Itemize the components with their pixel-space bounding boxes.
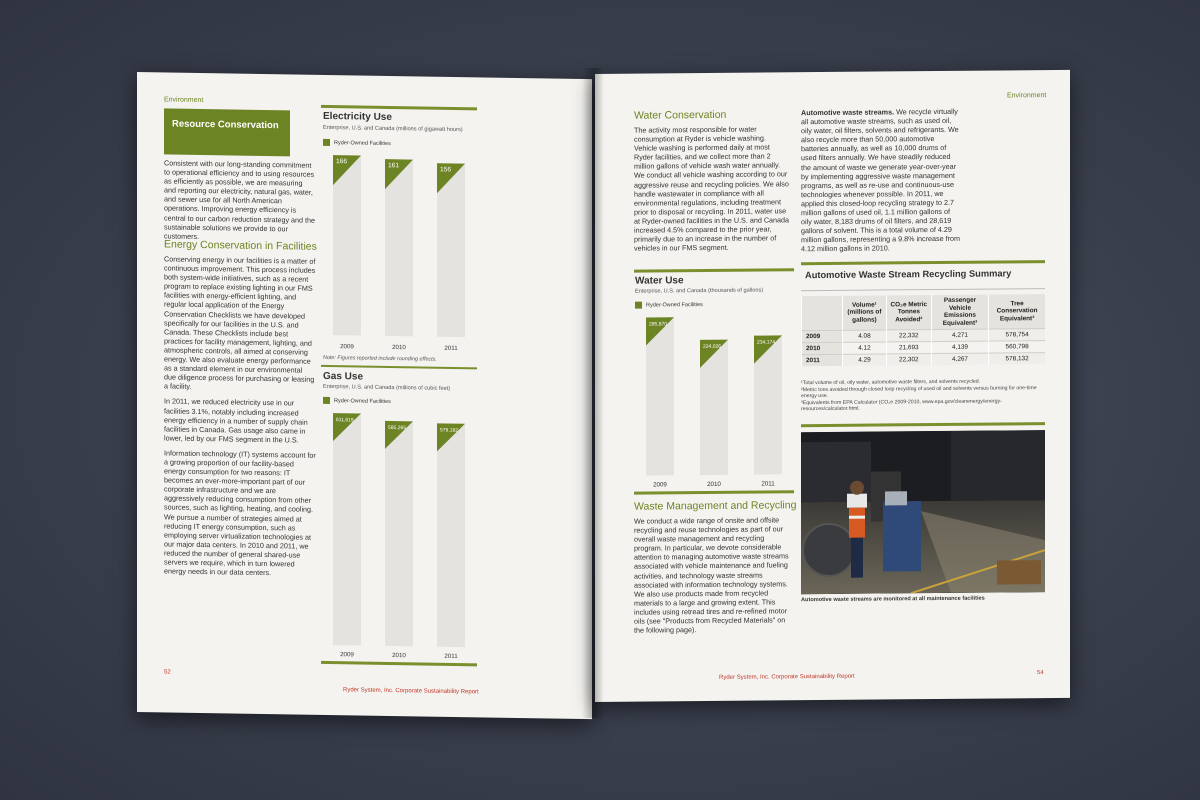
table-cell: 22,332 (886, 330, 931, 342)
gas-legend (323, 397, 391, 405)
chart-value-label: 166 (336, 158, 348, 166)
gas-chart (321, 409, 477, 661)
recycling-summary-table (801, 294, 1045, 366)
chart-bar (437, 163, 465, 337)
table-cell-year: 2010 (802, 342, 843, 354)
chart-value-label: 156 (440, 166, 452, 174)
chart-category-label: 2009 (340, 343, 354, 351)
table-header: CO₂e Metric Tonnes Avoided² (886, 295, 931, 330)
intro-text (164, 158, 316, 248)
chart-bar (385, 421, 413, 646)
waste-management-paragraph: We conduct a wide range of onsite and offsite recycling and reuse technologies as part of our overall waste management and recycling program. In particular, we devote considerable attention to managing automotive waste streams associated with vehicle maintenance and fueling activities, and technology waste streams associated with information technology systems. We also use products made from recycled materials to a large and growing extent. This includes using retread tires and re-refined motor oils (see "Products from Recycled Materials" on the following page). (634, 515, 789, 635)
chart-value-label: 579,192 (440, 427, 459, 434)
table-title: Automotive Waste Stream Recycling Summary (805, 268, 1012, 281)
chart-rule (634, 490, 794, 494)
chart-category-label: 2011 (444, 652, 458, 661)
table-cell: 4.12 (843, 342, 887, 354)
chart-rule (321, 661, 477, 666)
water-chart-title: Water Use (635, 275, 684, 287)
chart-value-label: 285,870 (649, 321, 668, 328)
water-chart (633, 312, 795, 489)
legend-label: Ryder-Owned Facilities (334, 397, 391, 405)
energy-body (164, 254, 316, 584)
chart-rule (321, 365, 477, 369)
chart-category-label: 2009 (340, 651, 354, 659)
gas-chart-subtitle: Enterprise, U.S. and Canada (millions of cubic feet) (323, 383, 451, 392)
legend-swatch (323, 397, 330, 404)
waste-management-heading: Waste Management and Recycling (634, 499, 797, 513)
chart-category-label: 2011 (761, 480, 775, 488)
table-header (802, 296, 843, 331)
chart-category-label: 2010 (392, 652, 406, 660)
chart-rule (634, 268, 794, 272)
footnote: ²Metric tons avoided through closed loop recycling of used oil and solvents versus burning for one-time energy use. (801, 384, 1037, 400)
photo-rule (801, 422, 1045, 427)
table-cell: 4,267 (931, 353, 988, 365)
table-cell-year: 2011 (802, 354, 843, 366)
chart-bar (333, 155, 361, 335)
energy-paragraph-2: In 2011, we reduced electricity use in our facilities 3.1%, notably including increased energy efficiency in a number of supply chain facilities in Canada. Gas usage also came in lower, led by our FMS segment in the U.S. (164, 396, 308, 445)
footnote: ³Equivalents from EPA Calculator (CO₂e 2009-2010, www.epa.gov/cleanenergy/energy-resources/calculator.html. (801, 398, 1002, 413)
left-page (137, 72, 592, 719)
electricity-chart (321, 151, 477, 353)
legend-swatch (323, 139, 330, 146)
water-legend (635, 301, 703, 309)
chart-bar (437, 423, 465, 647)
chart-category-label: 2010 (392, 344, 406, 352)
right-footer: Ryder System, Inc. Corporate Sustainability Report (719, 673, 855, 681)
waste-body: We recycle virtually all automotive waste streams, such as used oil, oily water, oil filters, solvents and refrigerants. We also recycle more than 50,000 automotive batteries annually, as well as 10,000 drums of used filters annually. We have steadily reduced the amount of waste we generate year-over-year by implementing aggressive waste management programs, as well as re-use and continuous-use technologies whenever possible. In 2011, we applied this closed-loop recycling strategy to 2.7 million gallons of used oil, 1.1 million gallons of oily water, 8,183 drums of oil filters, and 28,619 gallons of solvent. This is a total volume of 4.29 million gallons, representing a 9.8% increase from 4.12 million gallons in 2010. (801, 106, 961, 254)
table-row (802, 353, 1046, 367)
waste-streams-text (801, 107, 961, 260)
electricity-chart-title: Electricity Use (323, 110, 392, 124)
water-text (634, 124, 790, 259)
photo-caption: Automotive waste streams are monitored at all maintenance facilities (801, 595, 985, 604)
chart-category-label: 2010 (707, 480, 721, 489)
table-cell: 578,132 (989, 353, 1045, 365)
maintenance-facility-photo (801, 430, 1045, 594)
energy-paragraph-1: Conserving energy in our facilities is a matter of continuous improvement. This process includes both system-wide initiatives, such as a recent program to replace existing lighting in our FMS facilities with energy-efficient lighting, and regular local application of the Energy Conservation Checklists we have developed specifically for our facilities in the U.S. and Canada. These Checklists include best practices for facility management, lighting, and atmospheric controls, all aimed at conserving energy. We also evaluate energy performance as a standard element in our environmental due diligence process for purchasing or leasing a facility. (164, 254, 316, 392)
chart-value-label: 224,026 (703, 343, 722, 350)
table-cell: 4.29 (843, 354, 887, 366)
chart-value-label: 585,265 (388, 424, 407, 432)
table-cell: 22,302 (886, 354, 931, 366)
footnote: ¹Total volume of oil, oily water, automotive waste filters, and solvents recycled. (801, 378, 981, 387)
table-footnotes (801, 378, 1047, 413)
electricity-note: Note: Figures reported include rounding effects. (323, 354, 437, 363)
table-header: Tree Conservation Equivalent³ (989, 294, 1045, 329)
chart-bar (385, 159, 413, 336)
right-page (595, 70, 1070, 702)
section-label: Environment (164, 96, 204, 105)
book-gutter-shadow (582, 68, 604, 718)
page-number-right: 54 (1037, 670, 1044, 677)
electricity-chart-subtitle: Enterprise, U.S. and Canada (millions of gigawatt hours) (323, 124, 463, 134)
intro-paragraph: Consistent with our long-standing commitment to operational efficiency and to using resources as efficiently as possible, we are measuring and reporting our electricity, natural gas, water, and sewer use for all North American operations. Improving energy efficiency is central to our carbon reduction strategy and the sustainable solutions we provide to our customers. (164, 158, 316, 241)
legend-label: Ryder-Owned Facilities (334, 139, 391, 147)
waste-paragraph (801, 107, 961, 254)
resource-conservation-banner: Resource Conservation (164, 108, 290, 156)
legend-label: Ryder-Owned Facilities (646, 301, 703, 309)
gas-chart-title: Gas Use (323, 370, 364, 383)
water-chart-subtitle: Enterprise, U.S. and Canada (thousands of gallons) (635, 287, 764, 295)
table-cell: 4.08 (843, 330, 887, 342)
worker-photo-illustration (801, 430, 1045, 594)
table-divider (801, 288, 1045, 291)
table-header: Passenger Vehicle Emissions Equivalent³ (931, 295, 988, 330)
water-heading: Water Conservation (634, 108, 727, 122)
table-cell: 4,271 (931, 329, 988, 342)
waste-management-text (634, 515, 792, 641)
table-header-row (802, 294, 1046, 331)
table-cell: 21,693 (886, 342, 931, 354)
table-cell: 560,798 (989, 341, 1045, 353)
chart-rule (321, 105, 477, 110)
chart-bar (333, 413, 361, 645)
energy-heading: Energy Conservation in Facilities (164, 238, 317, 253)
table-cell: 578,754 (989, 329, 1045, 341)
chart-category-label: 2009 (653, 481, 667, 489)
table-rule (801, 260, 1045, 265)
legend-swatch (635, 302, 642, 309)
page-number-left: 52 (164, 669, 171, 676)
water-paragraph: The activity most responsible for water consumption at Ryder is vehicle washing. Vehicle washing is performed daily at most Ryder facilities, and we collect more than 2 million gallons of vehicle wash water annually. We conduct all vehicle washing according to our aggressive reuse and recycling policies. We also handle wastewater in compliance with all environmental regulations, including treatment prior to disposal or recycling. In 2011, water use at Ryder-owned facilities in the U.S. and Canada increased 4.5% compared to the prior year, primarily due to an increase in the number of vehicles in our FMS segment. (634, 124, 790, 253)
left-footer: Ryder System, Inc. Corporate Sustainability Report (343, 687, 479, 696)
chart-value-label: 234,174 (757, 339, 776, 346)
chart-category-label: 2011 (444, 344, 458, 353)
chart-value-label: 161 (388, 162, 400, 170)
energy-paragraph-3: Information technology (IT) systems account for a growing proportion of our facility-based energy consumption for two reasons: IT becomes an ever-more-important part of our corporate infrastructure and we are aggressively reducing consumption from other sources, such as lighting, heating, and cooling. We pursue a number of strategies aimed at reducing IT energy consumption, such as employing server virtualization technologies at our major data centers. In 2010 and 2011, we reduced the number of general shared-use servers we require, which in turn lowered energy needs in our data centers. (164, 448, 316, 578)
table-cell-year: 2009 (802, 330, 843, 342)
section-label-right: Environment (1007, 92, 1047, 100)
table-header: Volume¹ (millions of gallons) (843, 295, 887, 330)
table-cell: 4,139 (931, 341, 988, 354)
waste-lead: Automotive waste streams. (801, 107, 895, 118)
chart-value-label: 611,619 (336, 417, 354, 424)
electricity-legend (323, 139, 391, 147)
